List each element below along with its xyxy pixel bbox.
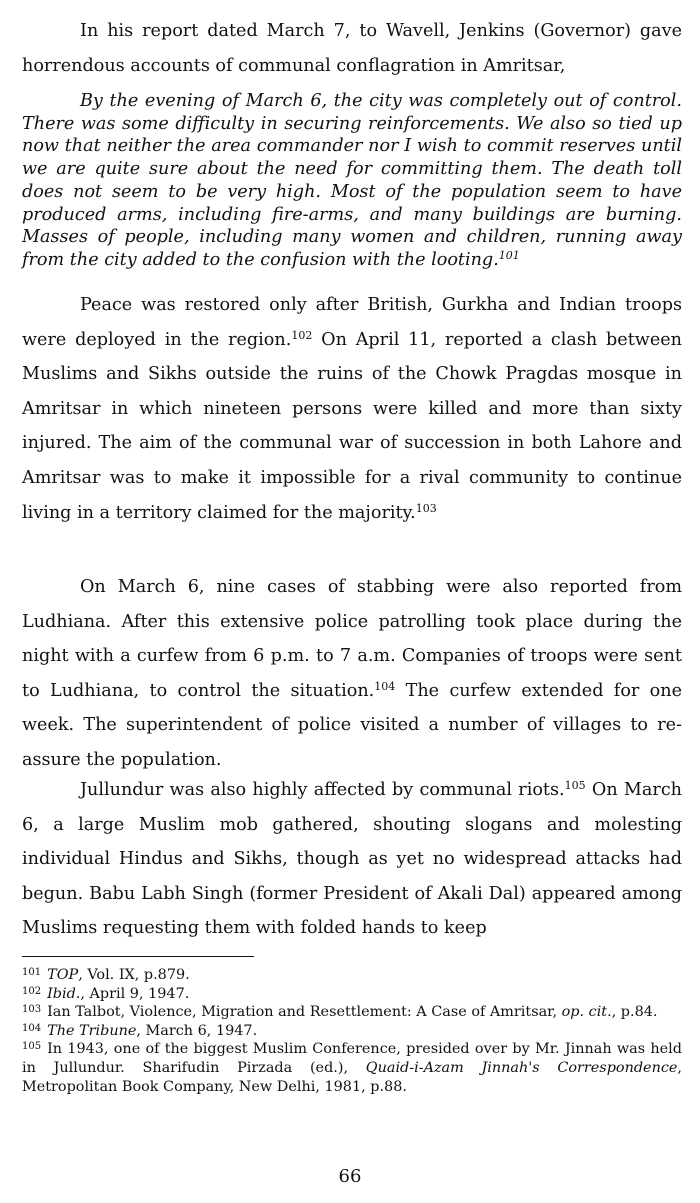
footnotes [22,966,682,1096]
quote-text: By the evening of March 6, the city was completely out of control. There was some difficulty in securing reinforcements. We also so tied up now that neither the area commander nor I wish to commit reserves until we are quite sure about the need for committing them. The death toll does not seem to be very high. Most of the population seem to have produced arms, including fire-arms, and many buildings are burning. Masses of people, including many women and children, running away from the city added to the confusion with the looting.$^{101}$ [22,91,682,270]
footnote-divider [22,956,254,957]
footnote: $^{101}$ TOP, Vol. IX, p.879. [22,967,190,983]
paragraph [22,14,682,83]
footnote-ref: 101 [498,248,520,262]
footnote: $^{103}$ Ian Talbot, Violence, Migration and Resettlement: A Case of Amritsar, op. cit., p.84. [22,1004,658,1021]
footnote-ref: 102 [291,328,313,342]
footnote-ref: 105 [564,779,586,792]
block-quote [22,90,682,272]
paragraph: Peace was restored only after British, Gurkha and Indian troops were deployed in the region.$^{102}$ On April 11, reported a clash between Muslims and Sikhs outside the ruins of the Chowk Pragdas mosque in Amritsar in which nineteen persons were killed and more than sixty injured. The aim of the communal war of succession in both Lahore and Amritsar was to make it impossible for a rival community to continue living in a territory claimed for the majority.$^{103}$ [22,295,683,523]
footnote: $^{104}$ The Tribune, March 6, 1947. [22,1022,258,1039]
footnote-ref: 103 [415,501,437,515]
footnote-ref: 104 [374,679,396,693]
paragraph: Jullundur was also highly affected by communal riots.$^{105}$ On March 6, a large Muslim mob gathered, shouting slogans and molesting individual Hindus and Sikhs, though as yet no widespread attacks had begun. Babu Labh Singh (former President of Akali Dal) appeared among Muslims requesting them with folded hands to keep [22,779,683,939]
footnote: $^{105}$ In 1943, one of the biggest Muslim Conference, presided over by Mr. Jinnah was held in Jullundur. Sharifudin Pirzada (ed.), Quaid-i-Azam Jinnah's Correspondence, Metropolitan Book Company, New Delhi, 1981, p.88. [22,1041,682,1095]
footnote: $^{102}$ Ibid., April 9, 1947. [22,985,190,1002]
page-number: 66 [338,1166,362,1187]
paragraph: On March 6, nine cases of stabbing were also reported from Ludhiana. After this extensive police patrolling took place during the night with a curfew from 6 p.m. to 7 a.m. Companies of troops were sent to Ludhiana, to control the situation.$^{104}$ The curfew extended for one week. The superintendent of police visited a number of villages to re-assure the population. [22,577,682,770]
paragraph-text: In his report dated March 7, to Wavell, Jenkins (Governor) gave horrendous accounts of communal conflagration in Amritsar, [22,21,682,76]
